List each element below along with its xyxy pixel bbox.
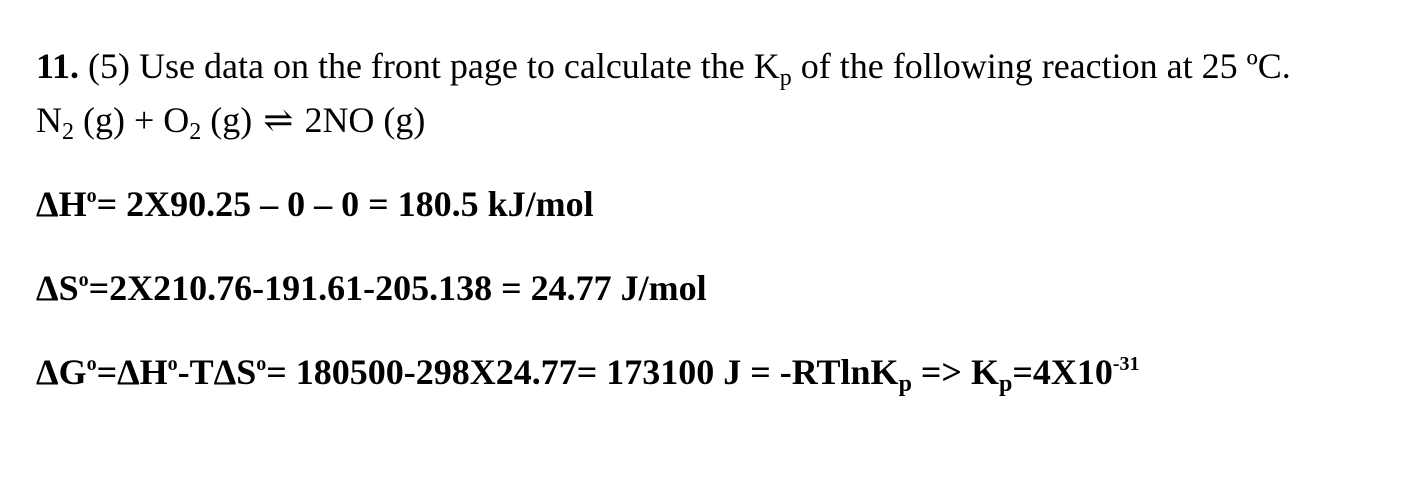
delta-g-calculation: = 180500-298X24.77= 173100 J = -RTlnK [266, 352, 899, 392]
reactant-n: N [36, 100, 62, 140]
delta-g-result: =4X10 [1012, 352, 1113, 392]
question-points: (5) [88, 46, 130, 86]
question-text: Use data on the front page to calculate the K [139, 46, 780, 86]
equilibrium-arrow-icon: ⇌ [263, 100, 294, 140]
delta-h-symbol: ΔH [36, 184, 87, 224]
delta-g-symbol: ΔG [36, 352, 87, 392]
delta-g-kp-subscript-1: p [898, 371, 912, 397]
question-number: 11. [36, 46, 80, 86]
delta-g-eq-dh: =ΔH [96, 352, 168, 392]
delta-g-kp-subscript-2: p [998, 371, 1013, 397]
reaction-equation [36, 100, 426, 145]
reactant-o-subscript: 2 [189, 119, 202, 145]
delta-s-symbol: ΔS [36, 268, 79, 308]
delta-s-degree: o [78, 269, 89, 291]
delta-s-expression: =2X210.76-191.61-205.138 = 24.77 J/mol [88, 268, 707, 308]
delta-g-dh-degree: o [167, 353, 178, 375]
question-line [36, 46, 1291, 91]
kp-subscript: p [779, 65, 792, 91]
reactant-o-state: (g) [201, 100, 262, 140]
delta-s-line [36, 268, 707, 308]
delta-h-line [36, 184, 594, 224]
question-text-end: of the following reaction at 25 ºC. [791, 46, 1291, 86]
delta-g-degree: o [86, 353, 97, 375]
delta-g-ds-degree: o [256, 353, 267, 375]
reactant-n-state: (g) + O [74, 100, 190, 140]
delta-g-line [36, 352, 1140, 397]
delta-h-expression: = 2X90.25 – 0 – 0 = 180.5 kJ/mol [96, 184, 594, 224]
delta-g-exponent: -31 [1112, 353, 1140, 375]
delta-g-implies-k: => K [911, 352, 999, 392]
reactant-n-subscript: 2 [62, 119, 74, 145]
product: 2NO (g) [295, 100, 426, 140]
document-page [36, 0, 1396, 478]
delta-h-degree: o [86, 185, 97, 207]
delta-g-minus-tds: -TΔS [177, 352, 257, 392]
